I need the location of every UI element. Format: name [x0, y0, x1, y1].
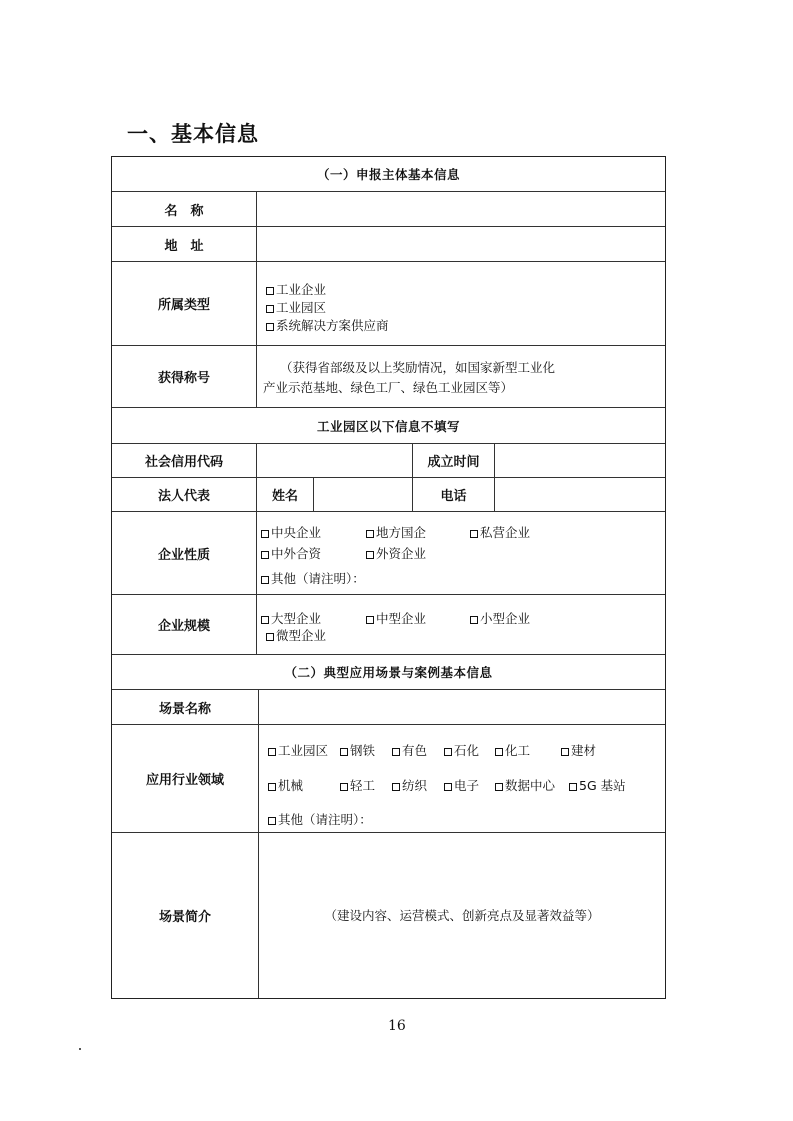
nature-option-central[interactable]: 中央企业 — [261, 524, 321, 542]
credit-code-label-cell — [112, 444, 257, 477]
established-field[interactable] — [495, 444, 665, 477]
nature-options — [257, 512, 665, 594]
rep-name-label-cell — [257, 478, 314, 511]
nature-option-other[interactable]: 其他（请注明）： — [261, 570, 365, 588]
checkbox-icon[interactable] — [266, 633, 274, 641]
industry-option-nonferrous[interactable]: 有色 — [392, 742, 427, 760]
intro-note: （建设内容、运营模式、创新亮点及显著效益等） — [324, 907, 600, 923]
address-label: 地 址 — [164, 238, 204, 254]
park-notice-row — [112, 408, 665, 444]
credit-code-field[interactable] — [257, 444, 413, 477]
checkbox-icon[interactable] — [495, 748, 503, 756]
scan-speck — [79, 1048, 81, 1050]
page-heading: 一、基本信息 — [127, 122, 259, 146]
intro-row — [112, 833, 665, 998]
nature-row — [112, 512, 665, 595]
legal-rep-label-cell — [112, 478, 257, 511]
intro-field[interactable] — [259, 833, 665, 998]
industry-row — [112, 725, 665, 833]
scale-options — [257, 595, 665, 654]
scale-option-medium[interactable]: 中型企业 — [366, 610, 426, 628]
scale-option-small[interactable]: 小型企业 — [470, 610, 530, 628]
checkbox-icon[interactable] — [444, 748, 452, 756]
honor-row — [112, 346, 665, 408]
industry-option-light-industry[interactable]: 轻工 — [340, 777, 375, 795]
type-option-solution-provider[interactable]: 系统解决方案供应商 — [266, 317, 389, 335]
legal-rep-row — [112, 478, 665, 512]
checkbox-icon[interactable] — [392, 748, 400, 756]
credit-code-label: 社会信用代码 — [144, 455, 223, 470]
checkbox-icon[interactable] — [340, 783, 348, 791]
checkbox-icon[interactable] — [569, 783, 577, 791]
type-option-industrial-park[interactable]: 工业园区 — [266, 299, 326, 317]
honor-label-cell — [112, 346, 257, 407]
nature-option-joint-venture[interactable]: 中外合资 — [261, 545, 321, 563]
honor-field[interactable] — [257, 346, 665, 407]
checkbox-icon[interactable] — [561, 748, 569, 756]
type-row — [112, 262, 665, 346]
section2-title-row — [112, 655, 665, 690]
intro-label: 场景简介 — [158, 910, 211, 925]
industry-option-steel[interactable]: 钢铁 — [340, 742, 375, 760]
scale-row — [112, 595, 665, 655]
industry-option-industrial-park[interactable]: 工业园区 — [268, 742, 328, 760]
name-label-cell — [112, 192, 257, 226]
scale-option-micro[interactable]: 微型企业 — [266, 627, 326, 645]
address-label-cell — [112, 227, 257, 261]
scene-name-row — [112, 690, 665, 725]
address-field[interactable] — [257, 227, 665, 261]
industry-option-chemical[interactable]: 化工 — [495, 742, 530, 760]
nature-option-foreign[interactable]: 外资企业 — [366, 545, 426, 563]
checkbox-icon[interactable] — [366, 616, 374, 624]
nature-option-private[interactable]: 私营企业 — [470, 524, 530, 542]
industry-option-machinery[interactable]: 机械 — [268, 777, 303, 795]
checkbox-icon[interactable] — [268, 783, 276, 791]
industry-option-other[interactable]: 其他（请注明）： — [268, 811, 372, 829]
phone-label-cell — [413, 478, 495, 511]
honor-label: 获得称号 — [157, 371, 210, 386]
industry-option-5g-base-station[interactable]: 5G 基站 — [569, 777, 626, 795]
industry-option-electronics[interactable]: 电子 — [444, 777, 479, 795]
nature-label: 企业性质 — [157, 547, 210, 563]
honor-note-line1: （获得省部级及以上奖励情况，如国家新型工业化 — [280, 360, 556, 375]
checkbox-icon[interactable] — [470, 616, 478, 624]
industry-option-data-center[interactable]: 数据中心 — [495, 777, 555, 795]
checkbox-icon[interactable] — [470, 530, 478, 538]
type-label: 所属类型 — [157, 298, 210, 313]
nature-option-local-soe[interactable]: 地方国企 — [366, 524, 426, 542]
credit-code-row — [112, 444, 665, 478]
scale-label: 企业规模 — [157, 619, 210, 634]
checkbox-icon[interactable] — [268, 817, 276, 825]
scene-name-label-cell — [112, 690, 259, 724]
nature-label-cell — [112, 512, 257, 594]
phone-label: 电话 — [440, 489, 467, 504]
checkbox-icon[interactable] — [366, 551, 374, 559]
scene-name-label: 场景名称 — [158, 701, 211, 717]
rep-name-field[interactable] — [314, 478, 413, 511]
intro-label-cell — [112, 833, 259, 998]
page-number: 16 — [388, 1018, 406, 1034]
checkbox-icon[interactable] — [266, 287, 274, 295]
name-label: 名 称 — [164, 203, 204, 219]
checkbox-icon[interactable] — [261, 551, 269, 559]
checkbox-icon[interactable] — [444, 783, 452, 791]
section1-title-row — [112, 157, 665, 192]
checkbox-icon[interactable] — [268, 748, 276, 756]
name-field[interactable] — [257, 192, 665, 226]
checkbox-icon[interactable] — [366, 530, 374, 538]
established-label: 成立时间 — [427, 455, 480, 470]
checkbox-icon[interactable] — [261, 530, 269, 538]
legal-rep-label: 法人代表 — [157, 489, 210, 504]
industry-label-cell — [112, 725, 259, 832]
industry-option-textile[interactable]: 纺织 — [392, 777, 427, 795]
checkbox-icon[interactable] — [266, 323, 274, 331]
type-option-industrial-enterprise[interactable]: 工业企业 — [266, 281, 326, 299]
industry-option-petrochemical[interactable]: 石化 — [444, 742, 479, 760]
phone-field[interactable] — [495, 478, 665, 511]
checkbox-icon[interactable] — [266, 305, 274, 313]
scale-label-cell — [112, 595, 257, 654]
rep-name-label: 姓名 — [271, 489, 298, 504]
section1-title: （一）申报主体基本信息 — [316, 167, 460, 182]
established-label-cell — [413, 444, 495, 477]
honor-note-line2: 产业示范基地、绿色工厂、绿色工业园区等） — [263, 380, 514, 395]
type-label-cell — [112, 262, 257, 345]
industry-options — [259, 725, 665, 832]
checkbox-icon[interactable] — [495, 783, 503, 791]
checkbox-icon[interactable] — [392, 783, 400, 791]
address-row — [112, 227, 665, 262]
park-notice: 工业园区以下信息不填写 — [316, 418, 460, 434]
scale-option-large[interactable]: 大型企业 — [261, 610, 321, 628]
industry-label: 应用行业领域 — [145, 773, 224, 788]
name-row — [112, 192, 665, 227]
industry-option-building-materials[interactable]: 建材 — [561, 742, 596, 760]
section2-title: （二）典型应用场景与案例基本信息 — [284, 665, 493, 680]
application-form — [111, 156, 666, 999]
checkbox-icon[interactable] — [261, 616, 269, 624]
scene-name-field[interactable] — [259, 690, 665, 724]
type-options — [257, 262, 665, 345]
checkbox-icon[interactable] — [340, 748, 348, 756]
checkbox-icon[interactable] — [261, 576, 269, 584]
